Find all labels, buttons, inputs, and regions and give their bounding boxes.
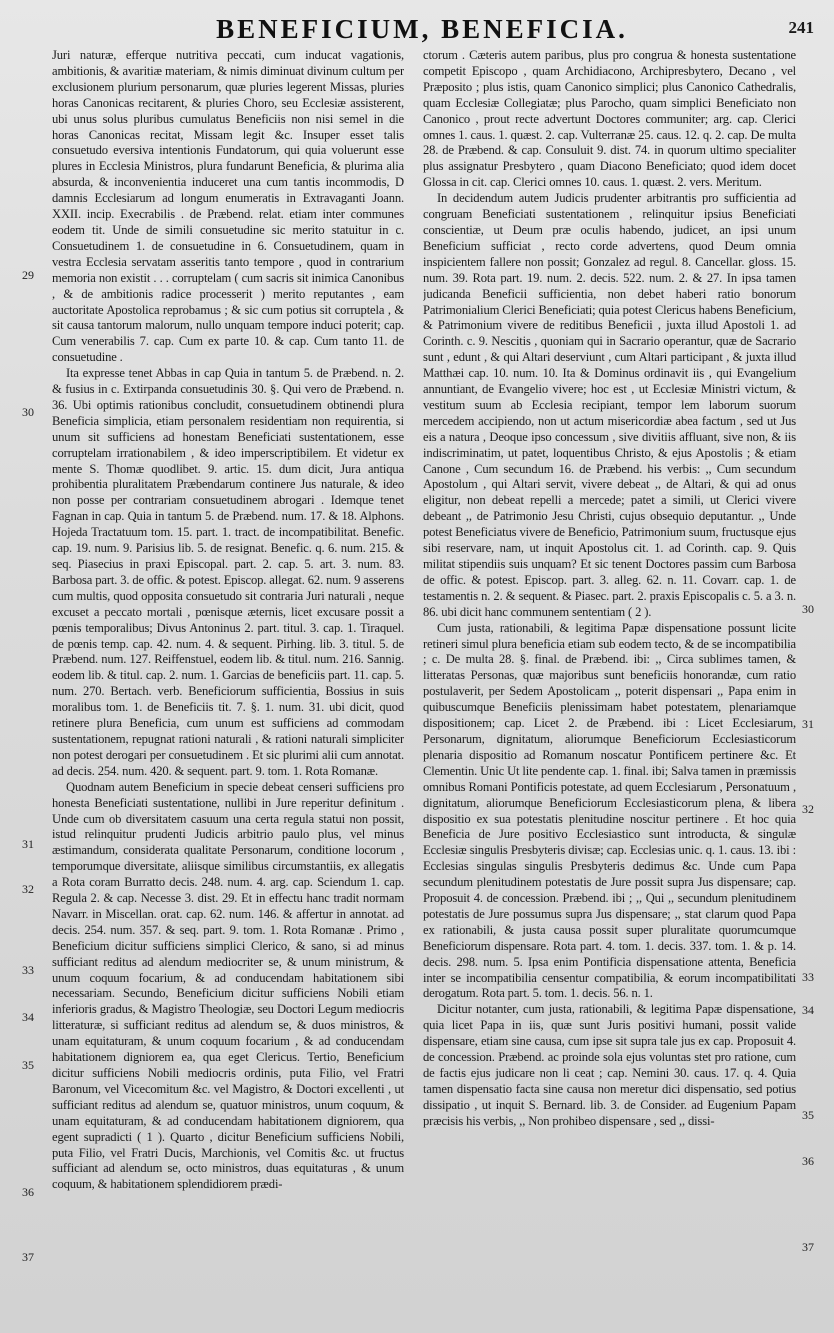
margin-number: 36: [802, 1154, 814, 1168]
right-column: [423, 48, 796, 1327]
margin-number: 35: [22, 1058, 34, 1072]
margin-number: 35: [802, 1108, 814, 1122]
margin-number: 30: [22, 405, 34, 419]
margin-number: 31: [22, 837, 34, 851]
margin-number: 33: [802, 970, 814, 984]
margin-number: 31: [802, 717, 814, 731]
margin-number: 37: [802, 1240, 814, 1254]
page-header: [40, 14, 804, 44]
paragraph: Juri naturæ, efferque nutritiva peccati, cum inducat vagationis, ambitionis, & avaritiæ materiam, & nimis diminuat divinum cultum per exclusionem plurium personarum, quæ pluries legerent Missas, pluries horas Canonicas recitarent, & pluries Choro, seu Ecclesiæ assisterent, ubi unus solus pluribus cumulatus Beneficiis non nisi semel in die horas Canonicas recitat, Missam legit &c. Insuper esset talis consuetudo eversiva intentionis Fundatorum, qui quia voluerunt esse plures in Ecclesia Ministros, plura fundarunt Beneficia, & plurima alia absurda, & inconvenientia induceret una cum tantis incommodis, D damnis Ecclesiarum ad longum enumeratis in Extravaganti Joann. XXII. incip. Execrabilis . de Præbend. relat. etiam inter communes eodem tit. Unde de simili consuetudine sic merito statuitur in c. Consuetudinem 1. de consuetudine in 6. Consuetudinem, quam in vestra Ecclesia servatam asseritis tanto tempore , quod in contrarium memoria non existit . . . corruptelam ( cum sacris sit inimica Canonibus , & de ambitionis radice processerit ) merito reputantes , eam auctoritate Apostolica reprobamus ; & sic cum potius sit corruptela , & sit causa tantorum malorum, nullo unquam tempore induci poterit; cap. Cum venerabilis 7. cap. Cum ex parte 10. & cap. Cum tanto 11. de consuetudine .: [52, 48, 404, 365]
paragraph: Ita expresse tenet Abbas in cap Quia in tantum 5. de Præbend. n. 2. & fusius in c. Extirpanda consuetudinis 30. §. Qui vero de Præbend. n. 36. Ubi optimis rationibus concludit, consuetudinem obtinendi plura Beneficia simplicia, etiam personalem residentiam non requirentia, si unum sit sufficiens ad honestam Beneficiati sustentationem, esse corruptelam irrationabilem , & ideo imperscriptibilem. Et videtur ex mente S. Thomæ quodlibet. 9. artic. 15. dum dicit, Jura antiqua prohibentia pluralitatem Præbendarum continere Jus naturale, & ideo non posse per contrariam consuetudinem abrogari . Idemque tenet Fagnan in cap. Quia in tantum 5. de Præbend. num. 17. & 18. Alphons. Hojeda Tractatuum tom. 15. part. 1. tract. de incompatibilitat. Benefic. cap. 19. num. 9. Parisius lib. 5. de resignat. Benefic. q. 6. num. 215. & seq. Piasecius in praxi Episcopal. part. 2. cap. 5. art. 3. num. 83. Barbosa part. 3. de offic. & potest. Episcop. allegat. 62. num. 9 asserens cum multis, quod opposita consuetudo sit contraria Juri naturali , neque excuset a peccato mortali , pœnisque æternis, licet excusare possit a pœnis temporalibus; Divus Antoninus 2. part. titul. 3. cap. 1. Tiraquel. de pœnis temp. cap. 42. num. 4. & sequent. Pirhing. lib. 3. titul. 5. de Præbend. num. 127. Reiffenstuel, eodem lib. & titul. num. 216. Sannig. eodem lib. & titul. cap. 2. num. 1. Garcias de beneficiis part. 11. cap. 5. num. 270. Bertach. verb. Beneficiorum sufficientia, Bossius in suis moralibus tom. 1. de Beneficiis tit. 7. §. 1. num. 31. ubi dicit, quod retinere plura Beneficia, cum unum est sufficiens ad commodam sustentationem, repugnat rationi naturali , & rationi naturali simpliciter non potest derogari per consuetudinem . Et sic plurimi alii cum annotat. ad decis. 254. num. 420. & sequent. part. 9. tom. 1. Rota Romanæ.: [52, 366, 404, 778]
left-column: [52, 48, 404, 1327]
margin-number: 32: [802, 802, 814, 816]
page-number: 241: [788, 18, 814, 37]
paragraph: ctorum . Cæteris autem paribus, plus pro congrua & honesta sustentatione competit Episcopo , quam Archidiacono, Archipresbytero, Decano , vel Præposito ; plus istis, quam Canonico simplici; plus Canonico Cathedralis, quam Ecclesiæ Collegiatæ; plus Parocho, quam simplici Beneficiato non Canonico , prout recte advertunt Doctores communiter; arg. cap. Clerici omnes 1. caus. 1. quæst. 2. cap. Vulterranæ 25. caus. 12. q. 2. cap. De multa 28. de Præbend. & cap. Consuluit 9. dist. 74. in quorum ultimo specialiter plus assignatur Presbytero , quam Diacono Beneficiato; quod idem docet Glossa in cit. cap. Clerici omnes 10. caus. 1. quæst. 2. vers. Meritum.: [423, 48, 796, 190]
paragraph: In decidendum autem Judicis prudenter arbitrantis pro sufficientia ad congruam Beneficiati sustentationem , relinquitur ipsius Beneficiati conscientiæ, ut Deum præ oculis habendo, judicet, an ipsi unum Beneficium sufficiat , recto corde advertens, quod Deum omnia inspicientem fallere non possit; Gonzalez ad regul. 8. Cancellar. gloss. 15. num. 39. Rota part. 19. num. 2. decis. 522. num. 2. & 27. In ipsa tamen judicanda Beneficii sufficientia, non debet haberi ratio bonorum Patrimonialium Clerici Beneficiati; quia potest Clericus habens Beneficium, & Patrimonium vivere de reditibus Beneficii , juxta illud Apostoli 1. ad Corinth. c. 9. Nescitis , quoniam qui in Sacrario operantur, quæ de Sacrario sunt , edunt , & qui Altari deserviunt , cum Altari participant , & juxta illud Matthæi cap. 10. num. 10. Ita & Dominus ordinavit iis , qui Evangelium annuntiant, de Evangelio vivere; hoc est , ut Ecclesiæ Ministri victum, & vestitum suum ab Ecclesia recipiant, tempor lem laborum suorum mercedem accipiendo, non ut actum misericordiæ abea factum , sed ut Jus eis a natura , Deoque ipso concessum , sive divitiis affluant, sive non, & iis indiscriminatim, ut patet, loquentibus Christo, & ejus Apostolis ; & etiam Canone , Cum secundum 16. de Præbend. his verbis: ,, Cum secundum Apostolum , qui Altari servit, vivere debeat ,, de Altari, & qui ad onus eligitur, non debeat repelli a mercede; patet a simili, ut Clerici vivere debeant ,, de Patrimonio Jesu Christi, cujus obsequio deputantur. ,, Unde potest Beneficiatus vivere de Beneficio, Patrimonium suum, fructusque ejus sibi reservare, nam, ut inquit Apostolus cit. 1. ad Corinth. cap. 9. Quis militat stipendiis suis unquam? Et sic tenent Doctores passim cum Barbosa de offic. & potest. Episcop. part. 3. alleg. 62. n. 11. Covarr. cap. 1. de testamentis n. 2. & sequent. & Piasec. part. 2. praxis Episcopalis c. 5. a 3. n. 86. ubi dicit hanc communem sententiam ( 2 ).: [423, 191, 796, 619]
margin-number: 37: [22, 1250, 34, 1264]
margin-number: 30: [802, 602, 814, 616]
margin-number: 34: [802, 1003, 814, 1017]
running-title: BENEFICIUM, BENEFICIA.: [216, 14, 628, 44]
margin-number: 34: [22, 1010, 34, 1024]
margin-number: 29: [22, 268, 34, 282]
margin-number: 33: [22, 963, 34, 977]
margin-number: 36: [22, 1185, 34, 1199]
margin-number: 32: [22, 882, 34, 896]
paragraph: Dicitur notanter, cum justa, rationabili, & legitima Papæ dispensatione, quia licet Papa in iis, quæ sunt Juris positivi humani, possit valide dispensare, etiam sine causa, cum ipse sit supra tale jus ex cap. Proposuit 4. de concession. Præbend. ac proinde sola ejus voluntas stet pro ratione, cum de factis ejus judicare non li ceat ; cap. Nemini 30. caus. 17. q. 4. Quia tamen dispensatio facta sine causa non meretur dici dispensatio, sed potius dissipatio , ut inquit S. Bernard. lib. 3. de Consider. ad Eugenium Papam præcisis his verbis, ,, Non prohibeo dispensare , sed ,, dissi-: [423, 1002, 796, 1128]
paragraph: Cum justa, rationabili, & legitima Papæ dispensatione possunt licite retineri simul plura beneficia etiam sub eodem tecto, & de se incompatibilia ; c. De multa 28. §. final. de Præbend. ibi: ,, Circa sublimes tamen, & litteratas Personas, quæ majoribus sunt beneficiis honorandæ, cum ratio postulaverit, per Sedem Apostolicam ,, poterit dispensari ,, Papa enim in quibuscumque Beneficiis plenissimam habet potestatem, plenariamque dispositionem; cap. Licet 2. de Præbend. ibi : Licet Ecclesiarum, Personarum, dignitatum, aliorumque Beneficiorum Ecclesiasticorum plenaria dispositio ad Romanum noscatur Pontificem pertinere &c. Et Clementin. Unic Ut lite pendente cap. 1. final. ibi; Salva tamen in præmissis omnibus Romani Pontificis potestate, ad quem Ecclesiarum , Personatuum , dignitatum, aliorumque Beneficiorum Ecclesiasticorum plena, & libera dispositio ex sua potestatis plenitudine noscitur pertinere . Et hoc quia Beneficia de Jure positivo Ecclesiastico sunt introducta, & singulæ Ecclesiæ singulis Presbyteris divisæ; cap. Ecclesias unic. q. 1. caus. 13. ibi : Ecclesias singulas singulis Presbyteris dedimus &c. Unde cum Papa secundum plenitudinem potestatis de Jure possit supra Jus dispensare; cap. Proposuit 4. de concession. Præbend. ibi ; ,, Qui ,, secundum plenitudinem potestatis de Jure possumus supra Jus dispensare; ,, stat clarum quod Papa ex rationabili, & justa causa possit super pluralitate quorumcumque Beneficiorum dispensare. Rota part. 4. tom. 1. decis. 337. tom. 1. & p. 14. decis. 298. num. 5. Ipsa enim Pontificia dispensatione attenta, Beneficia inter se incompatibilia censentur compatibilia, & eorum incompatibilitati derogatum. Rota part. 5. tom. 1. decis. 56. n. 1.: [423, 620, 796, 1001]
paragraph: Quodnam autem Beneficium in specie debeat censeri sufficiens pro honesta Beneficiati sustentatione, nullibi in Jure reperitur definitum . Unde cum ob diversitatem casuum una certa regula statui non possit, istud relinquitur prudenti Judicis arbitrio paulo plus, vel minus æstimandum, considerata qualitate Personarum, conditione locorum , temporumque diversitate, aliisque similibus circumstantiis, ex allegatis a Rota coram Burratto decis. 248. num. 4. arg. cap. Sciendum 1. cap. Regula 2. & cap. Necesse 3. dist. 29. Et in effectu hanc tradit normam Navarr. in Miscellan. orat. cap. 62. num. 146. & affertur in annotat. ad decis. 254. num. 357. & seq. part. 9. tom. 1. Rota Romanæ . Primo , Beneficium dicitur sufficiens simplici Clerico, & sano, si ad minus sufficiant reditus ad alendum mediocriter se, & unum ministrum, & unum coquum focarium, & ad conducendam habitationem sibi necessariam. Secundo, Beneficium dicitur sufficiens Nobili etiam inferioris gradus, & Magistro Theologiæ, seu Doctori Legum mediocris litteraturæ, si sufficiant reditus ad alendum se, & duos ministros, & unam equitaturam, & unum coquum focarium , & ad conducendam habitationem digniorem ea, qua eget Clericus. Tertio, Beneficium dicitur sufficiens Nobili mediocris ordinis, puta Filio, vel Fratri Baronum, vel Vicecomitum &c. vel Magistro, & Doctori excellenti , ut sufficiant reditus ad alendum se, quatuor ministros, unum coquum, & unam equitaturam, & ad conducendam habitationem digniorem, qua egent supradicti ( 1 ). Quarto , dicitur Beneficium sufficiens Nobili, puta Filio, vel Fratri Ducis, Marchionis, vel Comitis &c. ut fructus sufficiant ad alendum se, octo ministros, duas equitaturas , & unum coquum, & habitationem splendidiorem prædi-: [52, 779, 404, 1192]
